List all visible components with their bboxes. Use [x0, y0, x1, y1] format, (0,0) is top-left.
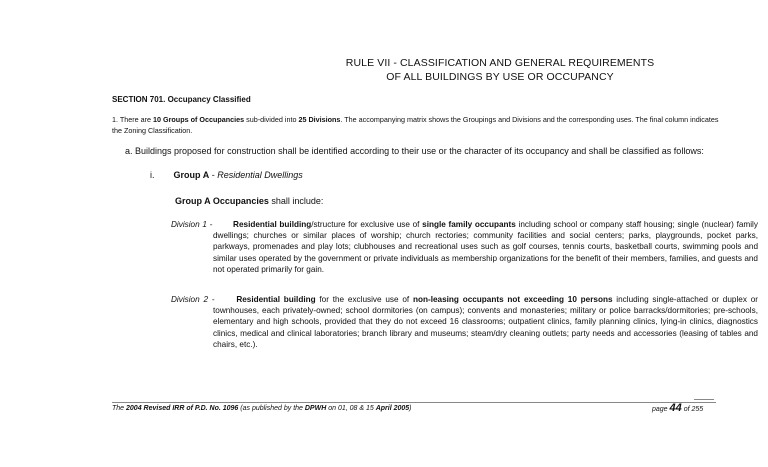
group-number: i.	[150, 170, 155, 180]
paragraph-1-number: 1.	[112, 115, 118, 124]
group-a-occupancies: Group A Occupancies shall include:	[175, 196, 324, 206]
rule-title-line2: OF ALL BUILDINGS BY USE OR OCCUPANCY	[386, 71, 614, 83]
division-1: Division 1 - Residential building/structure for exclusive use of single family occupants including school or company staff housing; single (nuclear) family dwellings; churches or similar places of worship; church rectories; community facilities and social centers; parks, playgrounds, pocket parks, parkways, promenades and play lots; clubhouses and recreational uses such as golf courses, tennis courts, basketball courts, swimming pools and similar uses operated by the government or private individuals as membership organizations for the benefit of their members, families, and guests and not operated primarily for gain.	[171, 220, 758, 274]
paragraph-1: 1. There are 10 Groups of Occupancies sub-divided into 25 Divisions. The accompanying matrix shows the Groupings and Divisions and the corresponding uses. The final column indicates the Zoning Classification.	[112, 115, 719, 135]
section-heading: SECTION 701. Occupancy Classified	[112, 95, 251, 104]
division-2: Division 2 - Residential building for the exclusive use of non-leasing occupants not exceeding 10 persons including single-attached or duplex or townhouses, each privately-owned; school dormitories (on campus); convents and monasteries; military or police barracks/dormitories; pre-schools, elementary and high schools, provided that they do not exceed 16 classrooms; outpatient clinics, family planning clinics, lying-in clinics, diagnostics clinics, medical and clinical laboratories; branch library and museums; steam/dry cleaning outlets; party needs and accessories (leasing of tables and chairs, etc.).	[171, 295, 758, 349]
groups-count: 10 Groups of Occupancies	[153, 115, 245, 124]
group-description: Residential Dwellings	[217, 170, 303, 180]
footer-rule-short	[694, 399, 714, 400]
group-name: Group A	[173, 170, 210, 180]
item-a: a. Buildings proposed for construction shall be identified according to their use or the character of its occupancy and shall be classified as follows:	[125, 146, 704, 156]
page-number-value: 44	[669, 402, 682, 414]
division-1-label: Division 1 -	[171, 220, 213, 229]
footer-citation: The 2004 Revised IRR of P.D. No. 1096 (as published by the DPWH on 01, 08 & 15 April 2005)	[112, 405, 412, 412]
footer-rule	[112, 402, 716, 403]
rule-title-line1: RULE VII - CLASSIFICATION AND GENERAL REQUIREMENTS	[345, 57, 655, 69]
division-2-label: Division 2 -	[171, 295, 215, 304]
rule-title	[260, 56, 740, 84]
group-a-heading: i. Group A - Residential Dwellings	[150, 170, 303, 180]
divisions-count: 25 Divisions	[298, 115, 341, 124]
page-number: page 44 of 255	[652, 402, 704, 414]
